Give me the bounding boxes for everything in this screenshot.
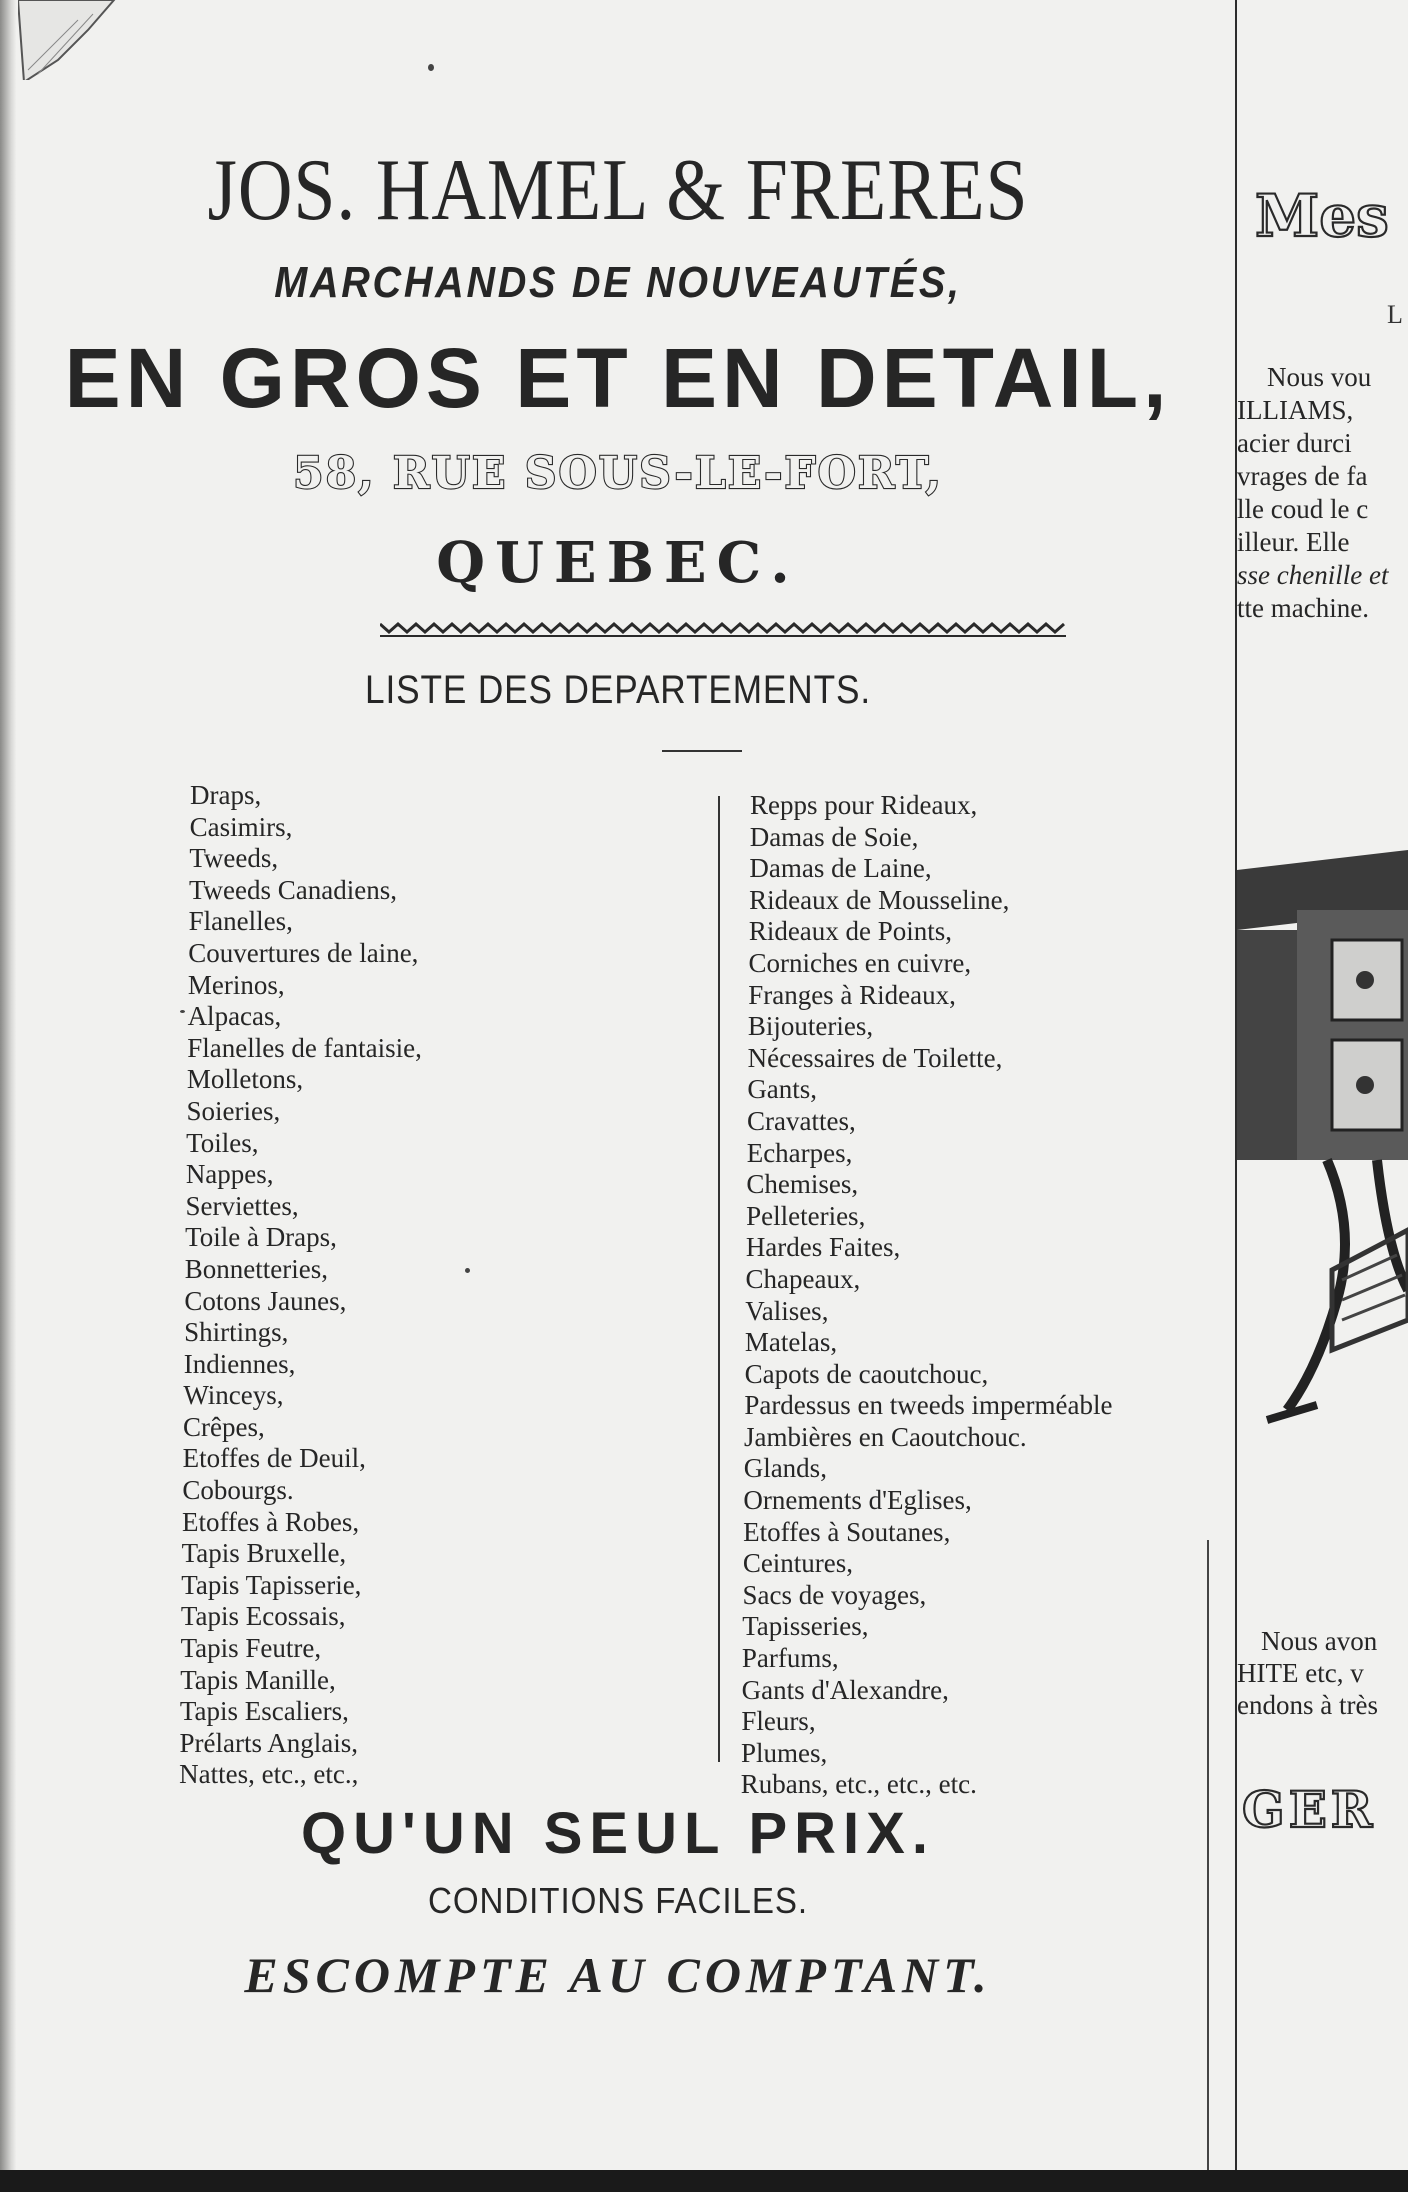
- department-item: Rideaux de Mousseline,: [749, 884, 1010, 915]
- department-item: Hardes Faites,: [745, 1232, 901, 1263]
- department-item: Glands,: [743, 1453, 827, 1484]
- department-list-left: [179, 780, 422, 1791]
- department-item: Fleurs,: [741, 1706, 816, 1737]
- department-item: Tapis Escaliers,: [179, 1696, 349, 1727]
- department-item: Tapis Feutre,: [180, 1633, 322, 1664]
- department-item: Jambières en Caoutchouc.: [744, 1421, 1027, 1452]
- department-item: Nappes,: [185, 1159, 274, 1190]
- adjacent-text-line: lle coud le c: [1237, 494, 1369, 524]
- department-item: Gants,: [747, 1074, 818, 1105]
- department-item: Toiles,: [186, 1127, 259, 1158]
- department-item: Tweeds Canadiens,: [188, 874, 398, 905]
- department-item: Plumes,: [741, 1737, 828, 1768]
- department-item: Alpacas,: [187, 1001, 282, 1032]
- cash-discount-line: ESCOMPTE AU COMPTANT.: [244, 1947, 992, 2003]
- adjacent-text-line: illeur. Elle: [1237, 527, 1350, 557]
- department-item: Merinos,: [187, 969, 285, 1000]
- folded-corner: [18, 0, 128, 80]
- department-item: Tapis Bruxelle,: [181, 1538, 347, 1569]
- department-item: Pelleteries,: [746, 1200, 866, 1231]
- print-speck: [465, 1268, 470, 1273]
- department-item: Nattes, etc., etc.,: [179, 1759, 359, 1790]
- department-item: Serviettes,: [185, 1190, 299, 1221]
- decorative-zigzag-rule: [380, 620, 1066, 638]
- adjacent-text-line: ILLIAMS,: [1237, 395, 1354, 425]
- adjacent-text-line: endons à très: [1237, 1690, 1378, 1720]
- adjacent-text-line: sse chenille et: [1237, 560, 1389, 590]
- department-item: Sacs de voyages,: [742, 1579, 927, 1610]
- adjacent-footer: GER: [1242, 1780, 1377, 1839]
- column-divider: [718, 796, 720, 1762]
- adjacent-text-line: Nous avon: [1261, 1626, 1378, 1656]
- department-item: Ceintures,: [742, 1548, 854, 1579]
- firm-name: JOS. HAMEL & FRERES: [207, 142, 1029, 239]
- department-item: Etoffes à Robes,: [181, 1506, 360, 1537]
- department-item: Toile à Draps,: [185, 1222, 337, 1253]
- department-item: Tapis Ecossais,: [180, 1601, 346, 1632]
- department-item: Tweeds,: [189, 843, 279, 874]
- department-item: Bonnetteries,: [184, 1253, 328, 1284]
- department-item: Ornements d'Eglises,: [743, 1485, 972, 1516]
- department-item: Repps pour Rideaux,: [750, 790, 978, 820]
- department-list-right: [740, 790, 1113, 1801]
- department-item: Echarpes,: [746, 1137, 853, 1168]
- department-item: Capots de caoutchouc,: [744, 1358, 989, 1389]
- department-item: Parfums,: [741, 1643, 839, 1674]
- department-item: Winceys,: [183, 1380, 284, 1411]
- adjacent-letter: L: [1387, 300, 1403, 329]
- department-item: Flanelles de fantaisie,: [187, 1032, 422, 1063]
- department-item: Corniches en cuivre,: [748, 947, 972, 978]
- department-item: Rubans, etc., etc., etc.: [740, 1769, 977, 1800]
- department-item: Casimirs,: [189, 811, 293, 842]
- department-item: Damas de Soie,: [749, 821, 919, 852]
- adjacent-text-line: HITE etc, v: [1237, 1658, 1364, 1688]
- department-item: Molletons,: [186, 1064, 304, 1095]
- one-price-slogan: QU'UN SEUL PRIX.: [301, 1801, 935, 1866]
- department-list-title: LISTE DES DEPARTEMENTS.: [364, 668, 871, 712]
- department-item: Gants d'Alexandre,: [741, 1674, 949, 1705]
- city-name: QUEBEC.: [436, 530, 800, 596]
- sewing-machine-engraving: [1237, 850, 1408, 1430]
- title-underline: [662, 750, 742, 752]
- department-item: Prélarts Anglais,: [179, 1727, 358, 1758]
- department-item: Tapisseries,: [742, 1611, 869, 1642]
- print-speck: [428, 64, 434, 71]
- department-item: Cravattes,: [747, 1105, 856, 1136]
- department-item: Tapis Tapisserie,: [181, 1569, 362, 1600]
- department-item: Etoffes à Soutanes,: [743, 1516, 951, 1547]
- adjacent-text-line: acier durci: [1237, 428, 1352, 458]
- department-item: Chapeaux,: [745, 1263, 861, 1294]
- department-item: Pardessus en tweeds imperméable: [744, 1390, 1113, 1421]
- department-item: Etoffes de Deuil,: [182, 1443, 366, 1474]
- department-item: Chemises,: [746, 1169, 859, 1200]
- adjacent-text-line: vrages de fa: [1237, 461, 1368, 491]
- street-address: 58, RUE SOUS-LE-FORT,: [293, 448, 943, 499]
- department-item: Crêpes,: [183, 1411, 265, 1442]
- department-item: Bijouteries,: [747, 1011, 874, 1042]
- department-item: Cotons Jaunes,: [184, 1285, 347, 1316]
- adjacent-heading: Mes: [1255, 182, 1389, 250]
- adjacent-column-fragment: [1237, 0, 1408, 2170]
- trade-line: EN GROS ET EN DETAIL,: [64, 331, 1172, 425]
- department-item: Valises,: [745, 1295, 829, 1326]
- adjacent-text-line: tte machine.: [1237, 593, 1369, 623]
- department-item: Cobourgs.: [182, 1475, 294, 1506]
- department-item: Soieries,: [186, 1095, 281, 1126]
- department-item: Flanelles,: [188, 906, 293, 937]
- print-speck: [180, 1010, 185, 1013]
- adjacent-text-line: Nous vou: [1267, 362, 1372, 392]
- department-item: Damas de Laine,: [749, 853, 932, 884]
- department-item: Franges à Rideaux,: [748, 979, 956, 1010]
- department-item: Rideaux de Points,: [748, 916, 953, 947]
- conditions-line: CONDITIONS FACILES.: [427, 1880, 809, 1921]
- department-item: Couvertures de laine,: [188, 937, 419, 968]
- department-item: Nécessaires de Toilette,: [747, 1042, 1003, 1073]
- firm-subtitle: MARCHANDS DE NOUVEAUTÉS,: [274, 258, 962, 307]
- department-item: Draps,: [190, 780, 262, 810]
- department-item: Indiennes,: [183, 1348, 296, 1379]
- department-item: Shirtings,: [184, 1317, 289, 1348]
- department-item: Tapis Manille,: [180, 1664, 336, 1695]
- page-column-rule-lower: [1207, 1540, 1209, 2170]
- department-item: Matelas,: [744, 1327, 838, 1358]
